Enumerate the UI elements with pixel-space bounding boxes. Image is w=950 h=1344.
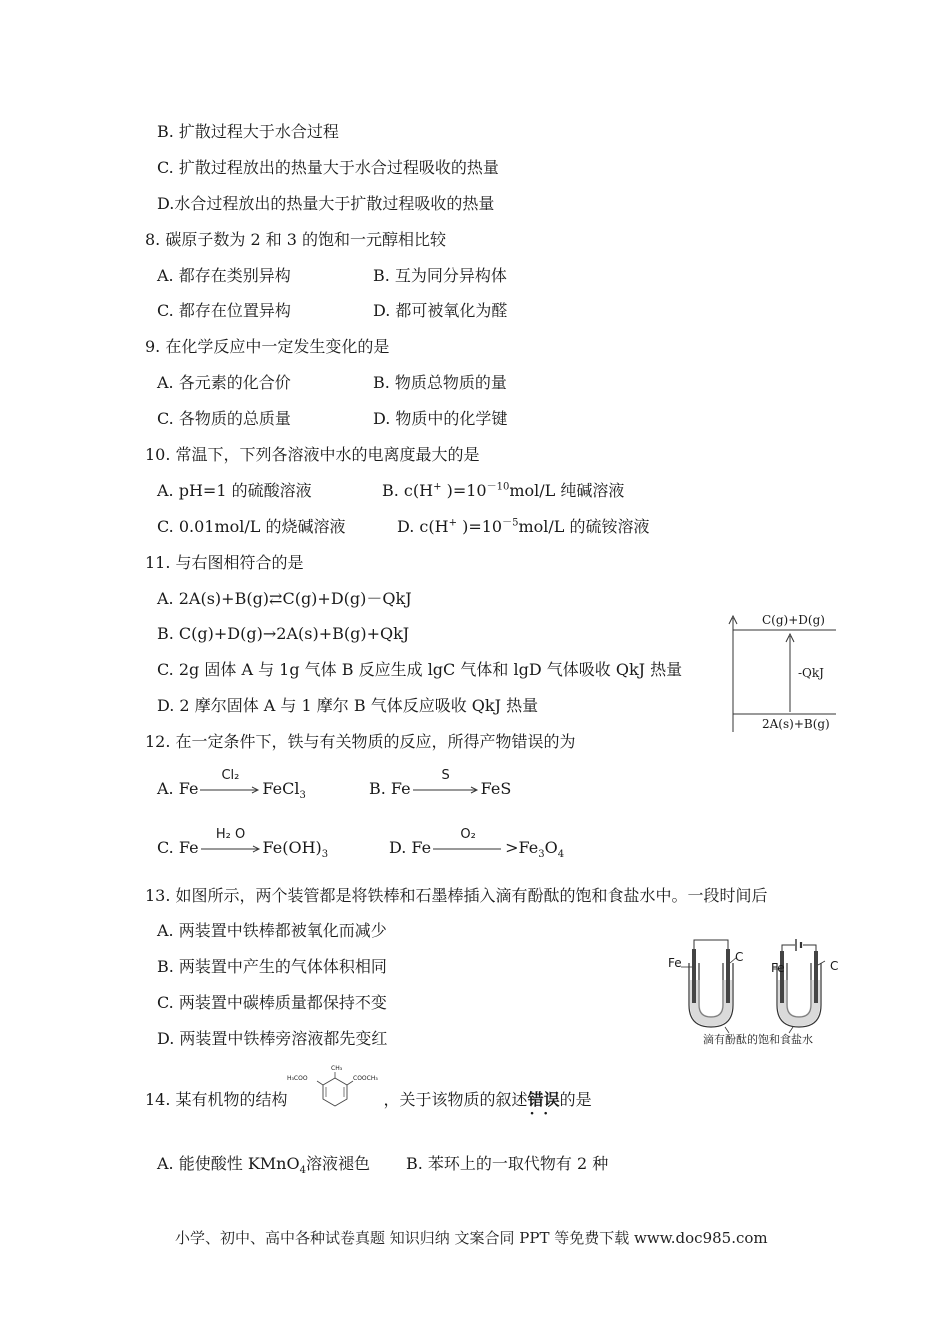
q8-stem: 8. 碳原子数为 2 和 3 的饱和一元醇相比较 bbox=[145, 230, 447, 249]
reaction-arrow bbox=[433, 826, 503, 859]
q13-stem: 13. 如图所示，两个装管都是将铁棒和石墨棒插入滴有酚酞的饱和食盐水中。一段时间后 bbox=[145, 886, 768, 905]
energy-diagram bbox=[722, 610, 840, 735]
energy-bottom-label: 2A(s)+B(g) bbox=[762, 717, 830, 731]
q12-a-pre: A. Fe bbox=[157, 779, 199, 798]
q9-option-b: B. 物质总物质的量 bbox=[373, 373, 507, 392]
q10-d-sup1: + bbox=[448, 517, 457, 529]
q13-option-c: C. 两装置中碳棒质量都保持不变 bbox=[157, 993, 387, 1012]
q12-stem: 12. 在一定条件下，铁与有关物质的反应，所得产物错误的为 bbox=[145, 732, 576, 751]
q7-option-c: C. 扩散过程放出的热量大于水合过程吸收的热量 bbox=[157, 158, 499, 177]
q12-b-pre: B. Fe bbox=[369, 779, 411, 798]
q12-d-product-a: >Fe bbox=[505, 838, 539, 857]
right-arrow-icon bbox=[201, 845, 261, 853]
q13-option-a: A. 两装置中铁棒都被氧化而减少 bbox=[157, 921, 387, 940]
fe-label-left: Fe bbox=[668, 956, 682, 970]
q8-option-a: A. 都存在类别异构 bbox=[157, 266, 291, 285]
q11-option-b: B. C(g)+D(g)→2A(s)+B(g)+QkJ bbox=[157, 624, 410, 643]
q8-option-d: D. 都可被氧化为醛 bbox=[373, 301, 508, 320]
q9-option-a: A. 各元素的化合价 bbox=[157, 373, 291, 392]
q10-stem: 10. 常温下，下列各溶液中水的电离度最大的是 bbox=[145, 445, 480, 464]
right-arrow-icon bbox=[200, 786, 260, 794]
q10-b-pre: B. c(H bbox=[382, 481, 434, 500]
q12-a-product: FeCl bbox=[262, 779, 300, 798]
q7-option-d: D.水合过程放出的热量大于扩散过程吸收的热量 bbox=[157, 194, 495, 213]
q14-stem-pre: 14. 某有机物的结构 bbox=[145, 1090, 288, 1109]
q12-d-sub1: 3 bbox=[538, 849, 545, 861]
q10-d-post: mol/L 的硫铵溶液 bbox=[518, 517, 650, 536]
q12-a-condition: Cl₂ bbox=[221, 767, 240, 783]
q10-option-c: C. 0.01mol/L 的烧碱溶液 bbox=[157, 517, 346, 536]
q11-option-c: C. 2g 固体 A 与 1g 气体 B 反应生成 lgC 气体和 lgD 气体吸收 QkJ 热量 bbox=[157, 660, 683, 679]
struct-left-group: H₃COO bbox=[287, 1075, 308, 1082]
q10-option-d bbox=[397, 517, 649, 537]
q14-option-a bbox=[157, 1154, 370, 1177]
right-arrow-icon bbox=[433, 845, 503, 853]
q11-stem: 11. 与右图相符合的是 bbox=[145, 553, 304, 572]
struct-right-group: COOCH₃ bbox=[353, 1075, 378, 1082]
q8-option-b: B. 互为同分异构体 bbox=[373, 266, 507, 285]
reaction-arrow bbox=[413, 767, 479, 800]
c-label-left: C bbox=[735, 950, 744, 964]
q10-d-sup2: －5 bbox=[502, 517, 519, 529]
q12-d-condition: O₂ bbox=[460, 826, 476, 842]
q8-option-c: C. 都存在位置异构 bbox=[157, 301, 291, 320]
q13-option-d: D. 两装置中铁棒旁溶液都先变红 bbox=[157, 1029, 388, 1048]
q10-d-pre: D. c(H bbox=[397, 517, 449, 536]
q14-stem-mid: ，关于该物质的叙述 bbox=[383, 1090, 528, 1109]
q12-option-c bbox=[157, 826, 329, 861]
q12-d-sub2: 4 bbox=[557, 849, 565, 861]
q9-option-d: D. 物质中的化学键 bbox=[373, 409, 508, 428]
q11-option-d: D. 2 摩尔固体 A 与 1 摩尔 B 气体反应吸收 QkJ 热量 bbox=[157, 696, 539, 715]
q7-option-b: B. 扩散过程大于水合过程 bbox=[157, 122, 339, 141]
q10-b-mid: )=10 bbox=[441, 481, 487, 500]
organic-structure bbox=[287, 1062, 383, 1108]
q12-c-product: Fe(OH) bbox=[262, 838, 322, 857]
q12-d-pre: D. Fe bbox=[389, 838, 432, 857]
q12-c-condition: H₂ O bbox=[215, 826, 246, 842]
q12-c-pre: C. Fe bbox=[157, 838, 199, 857]
q10-option-a: A. pH=1 的硫酸溶液 bbox=[157, 481, 312, 500]
q14-option-b: B. 苯环上的一取代物有 2 种 bbox=[406, 1154, 609, 1173]
q10-b-sup1: + bbox=[433, 481, 442, 493]
q10-d-mid: )=10 bbox=[456, 517, 503, 536]
q14-a-sub: 4 bbox=[299, 1165, 306, 1177]
figure-caption: 滴有酚酞的饱和食盐水 bbox=[703, 1033, 813, 1046]
energy-delta-label: -QkJ bbox=[798, 666, 824, 680]
q11-option-a: A. 2A(s)+B(g)⇄C(g)+D(g)－QkJ bbox=[157, 589, 412, 608]
c-label-right: C bbox=[830, 959, 839, 973]
q12-b-condition: S bbox=[441, 767, 450, 783]
q12-option-a bbox=[157, 767, 306, 802]
q14-stem-post: 的是 bbox=[559, 1090, 592, 1109]
reaction-arrow bbox=[200, 767, 260, 800]
q14-a-pre: A. 能使酸性 KMnO bbox=[157, 1154, 300, 1173]
q9-stem: 9. 在化学反应中一定发生变化的是 bbox=[145, 337, 390, 356]
q10-option-b bbox=[382, 481, 624, 501]
q12-option-b bbox=[369, 767, 512, 800]
right-arrow-icon bbox=[413, 786, 479, 794]
q10-b-post: mol/L 纯碱溶液 bbox=[509, 481, 625, 500]
q14-stem-emphasis: 错误 · · bbox=[528, 1090, 560, 1110]
fe-label-right: Fe bbox=[771, 961, 785, 975]
q12-a-sub: 3 bbox=[299, 790, 306, 802]
q10-b-sup2: －10 bbox=[486, 481, 510, 493]
q9-option-c: C. 各物质的总质量 bbox=[157, 409, 291, 428]
page-footer: 小学、初中、高中各种试卷真题 知识归纳 文案合同 PPT 等免费下载 www.doc985.com bbox=[175, 1229, 768, 1247]
energy-top-label: C(g)+D(g) bbox=[762, 613, 825, 627]
q12-b-product: FeS bbox=[480, 779, 512, 798]
q12-option-d bbox=[389, 826, 565, 861]
q13-option-b: B. 两装置中产生的气体体积相同 bbox=[157, 957, 387, 976]
struct-ch3: CH₃ bbox=[331, 1065, 343, 1072]
electrochemistry-figure bbox=[665, 935, 845, 1050]
q12-c-sub: 3 bbox=[321, 849, 329, 861]
reaction-arrow bbox=[201, 826, 261, 859]
q14-a-post: 溶液褪色 bbox=[305, 1154, 370, 1173]
q12-d-product-b: O bbox=[544, 838, 558, 857]
